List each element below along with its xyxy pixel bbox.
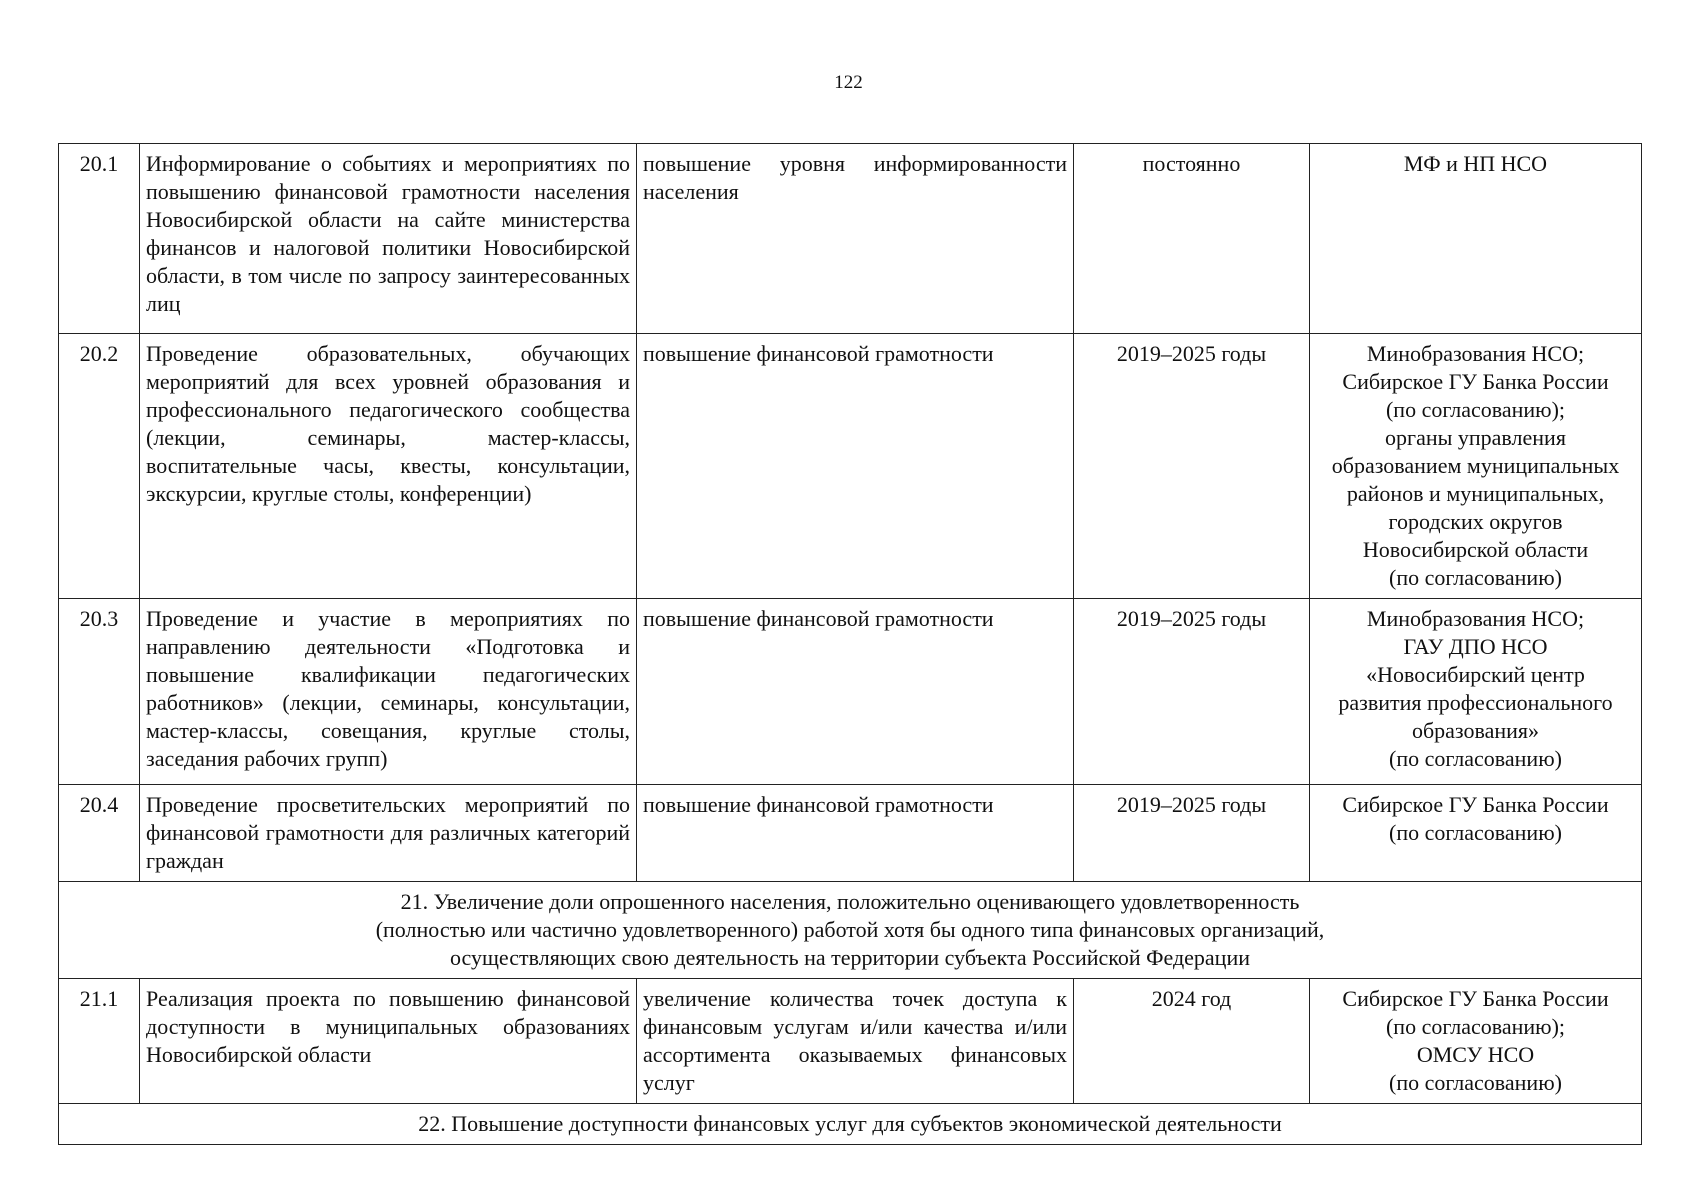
row-number: 20.2: [59, 334, 140, 599]
responsible-line: ГАУ ДПО НСО: [1403, 634, 1548, 659]
section-heading: [59, 882, 1642, 979]
row-number: 20.4: [59, 785, 140, 882]
row-number: 21.1: [59, 979, 140, 1104]
responsible-line: Сибирское ГУ Банка России: [1342, 369, 1609, 394]
table-row: [59, 599, 1642, 785]
activity-cell: Проведение просветительских мероприятий по финансовой грамотности для различных категорий граждан: [140, 785, 637, 882]
result-cell: повышение финансовой грамотности: [637, 599, 1074, 785]
responsible-line: (по согласованию);: [1385, 1014, 1566, 1039]
page-number: 122: [834, 72, 863, 93]
activity-cell: Проведение образовательных, обучающих мероприятий для всех уровней образования и профессионального педагогического сообщества (лекции, семинары, мастер-классы, воспитательные часы, квесты, консультации, экскурсии, круглые столы, конференции): [140, 334, 637, 599]
term-cell: постоянно: [1074, 144, 1310, 334]
responsible-line: ОМСУ НСО: [1416, 1042, 1535, 1067]
responsible-line: (по согласованию);: [1385, 397, 1566, 422]
responsible-line: районов и муниципальных,: [1346, 481, 1605, 506]
responsible-line: развития профессионального: [1338, 690, 1613, 715]
section-heading-row: [59, 882, 1642, 979]
result-cell: повышение финансовой грамотности: [637, 334, 1074, 599]
term-cell: 2019–2025 годы: [1074, 785, 1310, 882]
section-heading: 22. Повышение доступности финансовых услуг для субъектов экономической деятельности: [59, 1104, 1642, 1145]
row-number: 20.3: [59, 599, 140, 785]
responsible-line: (по согласованию): [1389, 746, 1562, 771]
responsible-line: Новосибирской области: [1362, 537, 1589, 562]
measures-table: [58, 143, 1642, 1145]
responsible-line: (по согласованию): [1389, 820, 1562, 845]
responsible-line: Минобразования НСО;: [1366, 341, 1585, 366]
responsible-line: городских округов: [1388, 509, 1563, 534]
section-heading-line: 21. Увеличение доли опрошенного населения, положительно оценивающего удовлетворенность: [400, 889, 1300, 914]
result-cell: повышение финансовой грамотности: [637, 785, 1074, 882]
table-row: [59, 785, 1642, 882]
term-cell: 2019–2025 годы: [1074, 599, 1310, 785]
row-number: 20.1: [59, 144, 140, 334]
responsible-line: Сибирское ГУ Банка России: [1342, 986, 1609, 1011]
table-row: [59, 334, 1642, 599]
section-heading-line: (полностью или частично удовлетворенного) работой хотя бы одного типа финансовых организаций,: [375, 917, 1325, 942]
term-cell: 2019–2025 годы: [1074, 334, 1310, 599]
responsible-cell: [1310, 334, 1642, 599]
section-heading-line: осуществляющих свою деятельность на территории субъекта Российской Федерации: [449, 945, 1251, 970]
result-cell: увеличение количества точек доступа к финансовым услугам и/или качества и/или ассортимента оказываемых финансовых услуг: [637, 979, 1074, 1104]
table-row: [59, 144, 1642, 334]
responsible-line: Сибирское ГУ Банка России: [1342, 792, 1609, 817]
responsible-cell: [1310, 785, 1642, 882]
responsible-cell: [1310, 144, 1642, 334]
responsible-line: органы управления: [1385, 425, 1566, 450]
section-heading-row: [59, 1104, 1642, 1145]
activity-cell: Проведение и участие в мероприятиях по направлению деятельности «Подготовка и повышение квалификации педагогических работников» (лекции, семинары, консультации, мастер-классы, совещания, круглые столы, заседания рабочих групп): [140, 599, 637, 785]
responsible-line: «Новосибирский центр: [1366, 662, 1585, 687]
responsible-cell: [1310, 979, 1642, 1104]
responsible-line: Минобразования НСО;: [1366, 606, 1585, 631]
result-cell: повышение уровня информированности населения: [637, 144, 1074, 334]
responsible-line: (по согласованию): [1389, 1070, 1562, 1095]
responsible-line: образованием муниципальных: [1331, 453, 1620, 478]
table-row: [59, 979, 1642, 1104]
responsible-line: (по согласованию): [1389, 565, 1562, 590]
activity-cell: Информирование о событиях и мероприятиях по повышению финансовой грамотности населения Новосибирской области на сайте министерства финансов и налоговой политики Новосибирской области, в том числе по запросу заинтересованных лиц: [140, 144, 637, 334]
term-cell: 2024 год: [1074, 979, 1310, 1104]
responsible-line: МФ и НП НСО: [1403, 151, 1548, 176]
responsible-cell: [1310, 599, 1642, 785]
responsible-line: образования»: [1411, 718, 1540, 743]
activity-cell: Реализация проекта по повышению финансовой доступности в муниципальных образованиях Новосибирской области: [140, 979, 637, 1104]
